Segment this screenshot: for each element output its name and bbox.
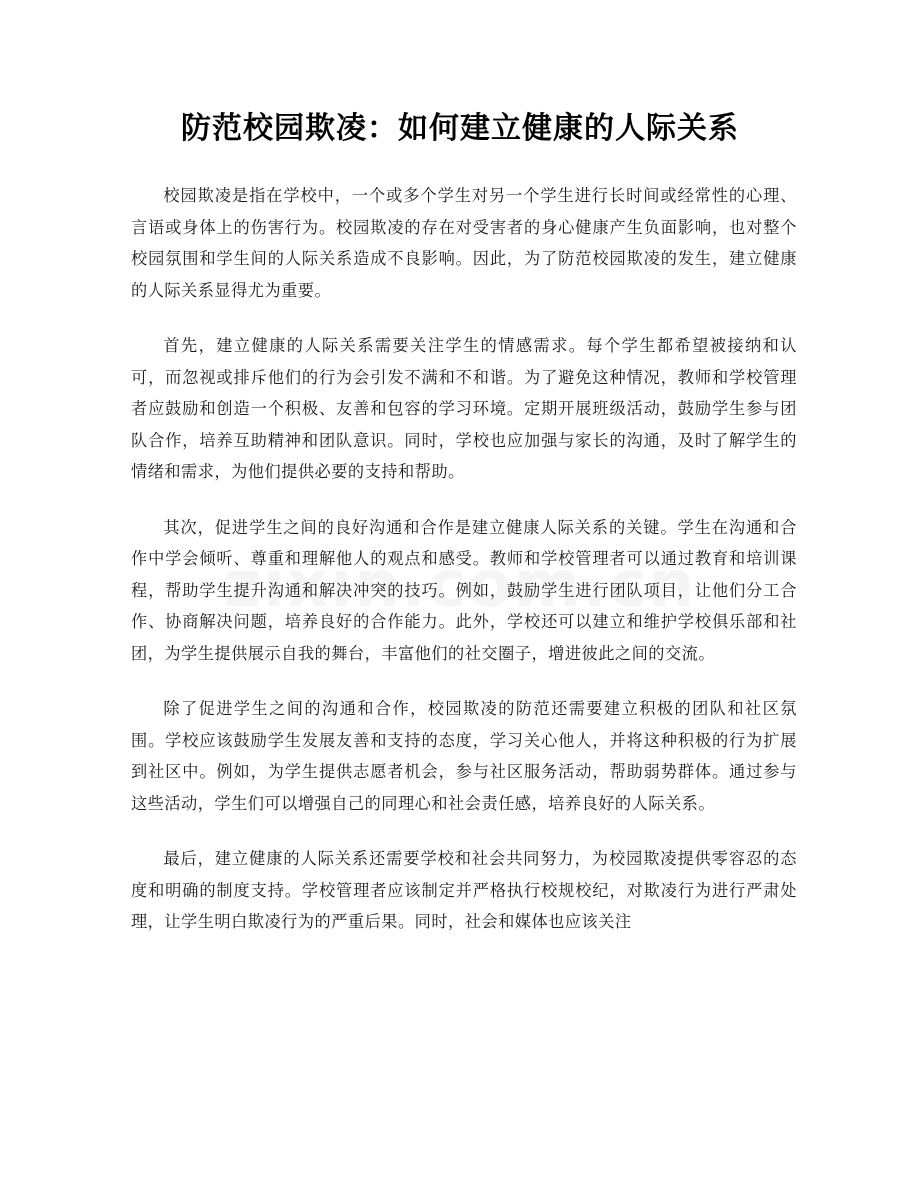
paragraph-3: 其次，促进学生之间的良好沟通和合作是建立健康人际关系的关键。学生在沟通和合作中学会倾听、尊重和理解他人的观点和感受。教师和学校管理者可以通过教育和培训课程，帮助学生提升沟通和解决冲突的技巧。例如，鼓励学生进行团队项目，让他们分工合作、协商解决问题，培养良好的合作能力。此外，学校还可以建立和维护学校俱乐部和社团，为学生提供展示自我的舞台，丰富他们的社交圈子，增进彼此之间的交流。: [131, 517, 797, 663]
paragraph-2: 首先，建立健康的人际关系需要关注学生的情感需求。每个学生都希望被接纳和认可，而忽视或排斥他们的行为会引发不满和不和谐。为了避免这种情况，教师和学校管理者应鼓励和创造一个积极、友善和包容的学习环境。定期开展班级活动，鼓励学生参与团队合作，培养互助精神和团队意识。同时，学校也应加强与家长的沟通，及时了解学生的情绪和需求，为他们提供必要的支持和帮助。: [131, 336, 797, 481]
paragraph-1: 校园欺凌是指在学校中，一个或多个学生对另一个学生进行长时间或经常性的心理、言语或身体上的伤害行为。校园欺凌的存在对受害者的身心健康产生负面影响，也对整个校园氛围和学生间的人际关系造成不良影响。因此，为了防范校园欺凌的发生，建立健康的人际关系显得尤为重要。: [131, 186, 797, 300]
paragraph-5: 最后，建立健康的人际关系还需要学校和社会共同努力，为校园欺凌提供零容忍的态度和明确的制度支持。学校管理者应该制定并严格执行校规校纪，对欺凌行为进行严肃处理，让学生明白欺凌行为的严重后果。同时，社会和媒体也应该关注: [131, 849, 797, 931]
page-title: 防范校园欺凌：如何建立健康的人际关系: [181, 111, 739, 146]
paragraph-4: 除了促进学生之间的沟通和合作，校园欺凌的防范还需要建立积极的团队和社区氛围。学校应该鼓励学生发展友善和支持的态度，学习关心他人，并将这种积极的行为扩展到社区中。例如，为学生提供志愿者机会，参与社区服务活动，帮助弱势群体。通过参与这些活动，学生们可以增强自己的同理心和社会责任感，培养良好的人际关系。: [131, 699, 797, 813]
document-body: [131, 180, 797, 962]
